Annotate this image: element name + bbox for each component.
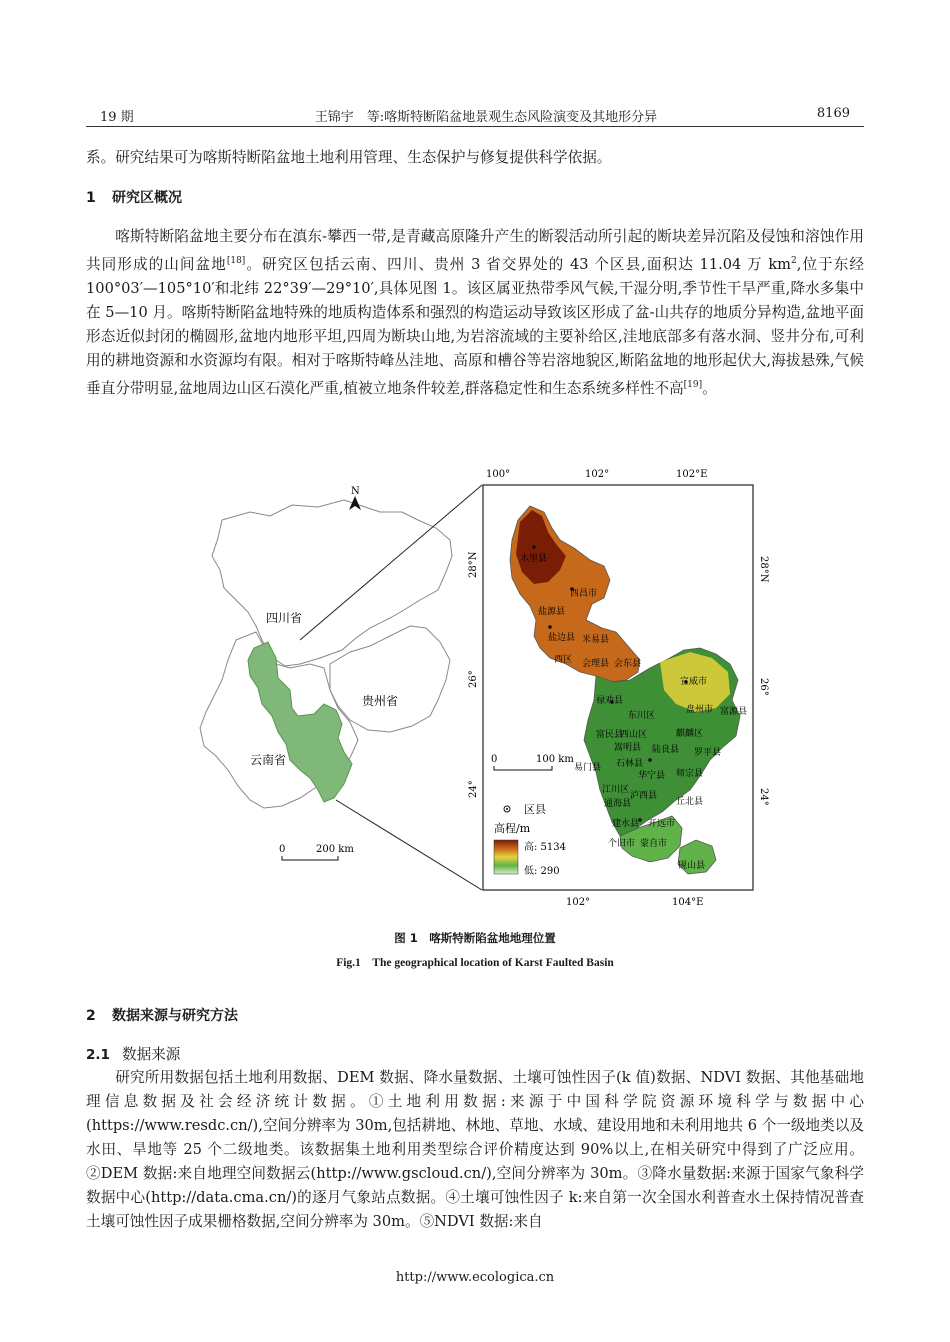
label-guizhou: 贵州省 [362, 694, 399, 708]
county-legend-dot [506, 808, 508, 810]
county-label: 会东县 [614, 659, 642, 669]
county-label: 盐源县 [538, 607, 566, 617]
top-tick-3: 102°E [676, 469, 708, 480]
county-label: 嵩明县 [614, 743, 642, 753]
top-tick-2: 102° [585, 469, 610, 480]
county-label: 宣威市 [680, 677, 708, 687]
north-label: N [351, 486, 360, 497]
county-marker [532, 545, 536, 549]
detail-scale-label: 100 km [536, 754, 574, 765]
elevation-legend-ramp [494, 840, 518, 874]
overview-scale-label: 200 km [316, 844, 354, 855]
left-tick-2: 26° [468, 670, 479, 688]
county-label: 盐边县 [548, 633, 576, 643]
county-marker [648, 758, 652, 762]
county-label: 米易县 [582, 635, 610, 645]
citation-19[interactable]: [19] [683, 379, 703, 390]
county-label: 个旧市 [608, 839, 636, 849]
right-tick-3: 24° [758, 788, 769, 806]
legend-high: 高: 5134 [524, 842, 566, 853]
county-label: 西区 [554, 655, 573, 665]
top-tick-1: 100° [486, 469, 511, 480]
overview-scale-bar [282, 856, 338, 860]
connector-bottom [336, 800, 482, 890]
county-label: 富源县 [720, 707, 748, 717]
issue-number: 19 期 [100, 110, 134, 125]
section-2-paragraph: 研究所用数据包括土地利用数据、DEM 数据、降水量数据、土壤可蚀性因子(k 值)数据、NDVI 数据、其他基础地理信息数据及社会经济统计数据。①土地利用数据:来源于中国科学院资源环境科学与数据中心(https://www.resdc.cn/),空间分辨率为 30m,包括耕地、林地、草地、水域、建设用地和未利用地共 6 个一级地类以及水田、旱地等 25 个二级地类。该数据集土地利用类型综合评价精度达到 90%以上,在相关研究中得到了广泛应用。②DEM 数据:来自地理空间数据云(http://www.gscloud.cn/),空间分辨率为 30m。③降水量数据:来源于国家气象科学数据中心(http://data.cma.cn/)的逐月气象站点数据。④土壤可蚀性因子 k:来自第一次全国水利普查水土保持情况普查土壤可蚀性因子成果栅格数据,空间分辨率为 30m。⑤NDVI 数据:来自 [86, 1069, 864, 1230]
area-superscript: 2 [791, 256, 797, 266]
left-tick-3: 24° [468, 780, 479, 798]
section-2-title: 数据来源与研究方法 [112, 1008, 238, 1024]
label-yunnan: 云南省 [250, 753, 287, 767]
running-header [86, 104, 864, 127]
county-label: 麒麟区 [676, 729, 704, 739]
county-label: 通海县 [604, 799, 632, 809]
detail-map [468, 469, 769, 908]
right-tick-1: 28°N [758, 556, 769, 583]
subsection-2-1-title: 数据来源 [122, 1046, 181, 1063]
county-label: 富民县 [596, 730, 624, 740]
county-label: 会理县 [582, 659, 610, 669]
county-label: 木里县 [520, 554, 548, 564]
legend-county: 区县 [524, 803, 546, 816]
county-marker [548, 625, 552, 629]
overview-scale-zero: 0 [279, 844, 286, 855]
s1-text-2: 。研究区包括云南、四川、贵州 3 省交界处的 43 个区县,面积达 11.04 万 km [245, 255, 792, 273]
figure-caption-en: Fig.1 The geographical location of Karst Faulted Basin [336, 957, 614, 969]
section-2-number: 2 [86, 1008, 96, 1024]
county-label: 师宗县 [676, 769, 704, 779]
county-label: 西山区 [620, 730, 648, 740]
county-label: 建水县 [612, 819, 640, 829]
running-title: 王锦宇 等:喀斯特断陷盆地景观生态风险演变及其地形分异 [314, 110, 658, 125]
county-label: 易门县 [574, 763, 602, 773]
section-1-paragraph [86, 225, 864, 401]
county-label: 砚山县 [678, 861, 706, 871]
county-label: 华宁县 [638, 771, 666, 781]
bottom-tick-2: 104°E [672, 897, 704, 908]
subsection-2-1-number: 2.1 [86, 1047, 110, 1063]
citation-18[interactable]: [18] [226, 256, 246, 266]
legend-low: 低: 290 [524, 866, 560, 877]
county-label: 丘北县 [676, 797, 704, 807]
section-1-title: 研究区概况 [112, 190, 182, 206]
county-label: 江川区 [602, 785, 630, 795]
county-label: 盘州市 [686, 705, 714, 715]
bottom-tick-1: 102° [566, 897, 591, 908]
county-label: 蒙自市 [640, 839, 668, 849]
figure-caption-cn: 图 1 喀斯特断陷盆地地理位置 [394, 931, 556, 945]
county-label: 陆良县 [652, 745, 680, 755]
county-label: 石林县 [616, 759, 644, 769]
subsection-2-1-heading [86, 1043, 180, 1064]
county-label: 东川区 [628, 711, 656, 721]
detail-scale-zero: 0 [491, 754, 498, 765]
county-label: 西昌市 [570, 589, 598, 599]
legend-elev-title: 高程/m [494, 822, 531, 835]
intro-tail-paragraph: 系。研究结果可为喀斯特断陷盆地土地利用管理、生态保护与修复提供科学依据。 [86, 149, 612, 166]
figure-1 [0, 460, 950, 920]
section-2-heading [86, 1005, 238, 1025]
page-number: 8169 [816, 106, 850, 121]
county-label: 泸西县 [630, 791, 658, 801]
county-label: 禄劝县 [596, 696, 624, 706]
section-1-heading [86, 187, 182, 207]
footer-url[interactable]: http://www.ecologica.cn [395, 1270, 555, 1285]
right-tick-2: 26° [758, 678, 769, 696]
label-sichuan: 四川省 [266, 611, 303, 625]
s1-text-3: ,位于东经 100°03′—105°10′和北纬 22°39′—29°10′,具体见图 1。该区属亚热带季风气候,干湿分明,季节性干旱严重,降水多集中在 5—10 月。喀斯特断陷盆地特殊的地质构造体系和强烈的构造运动导致该区形成了盆-山共存的地质分异构造,盆地平面形态近似封闭的椭圆形,盆地内地形平坦,四周为断块山地,为岩溶流域的主要补给区,洼地底部多有落水洞、竖井分布,可利用的耕地资源和水资源均有限。相对于喀斯特峰丛洼地、高原和槽谷等岩溶地貌区,断陷盆地的地形起伏大,海拔悬殊,气候垂直分带明显,盆地周边山区石漠化严重,植被立地条件较差,群落稳定性和生态系统多样性不高 [86, 255, 864, 397]
section-1-number: 1 [86, 190, 96, 206]
s1-text-1: 喀斯特断陷盆地主要分布在滇东-攀西一带,是青藏高原隆升产生的断裂活动所引起的断块差异沉陷及侵蚀和溶蚀作用共同形成的山间盆地 [86, 228, 864, 273]
county-label: 开远市 [648, 819, 676, 829]
s1-text-4: 。 [702, 379, 717, 397]
county-label: 罗平县 [694, 748, 722, 758]
left-tick-1: 28°N [468, 551, 479, 578]
